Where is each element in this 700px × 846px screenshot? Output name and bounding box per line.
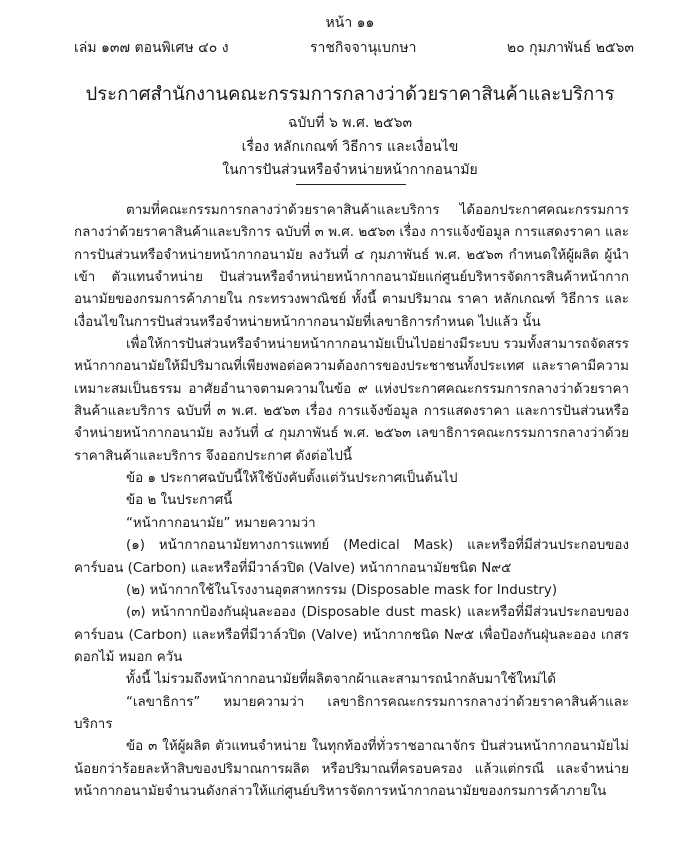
announcement-body (74, 200, 629, 803)
publication-date: ๒๐ กุมภาพันธ์ ๒๕๖๓ (506, 40, 634, 56)
issue-number: ฉบับที่ ๖ พ.ศ. ๒๕๖๓ (287, 115, 413, 131)
definition-item-1: (๑) หน้ากากอนามัยทางการแพทย์ (Medical Mask) และหรือที่มีส่วนประกอบของคาร์บอน (Carbon) และหรือที่มีวาล์วปิด (Valve) หน้ากากอนามัยชนิด N๙๕ (74, 538, 629, 576)
authority-paragraph: เพื่อให้การปันส่วนหรือจำหน่ายหน้ากากอนามัยเป็นไปอย่างมีระบบ รวมทั้งสามารถจัดสรรหน้ากากอนามัยให้มีปริมาณที่เพียงพอต่อความต้องการของประชาชนทั้งประเทศ และราคามีความเหมาะสมเป็นธรรม อาศัยอำนาจตามความในข้อ ๙ แห่งประกาศคณะกรรมการกลางว่าด้วยราคาสินค้าและบริการ ฉบับที่ ๓ พ.ศ. ๒๕๖๓ เรื่อง การแจ้งข้อมูล การแสดงราคา และการปันส่วนหรือจำหน่ายหน้ากากอนามัย ลงวันที่ ๔ กุมภาพันธ์ พ.ศ. ๒๕๖๓ เลขาธิการคณะกรรมการกลางว่าด้วยราคาสินค้าและบริการ จึงออกประกาศ ดังต่อไปนี้ (74, 337, 629, 464)
definition-mask: “หน้ากากอนามัย” หมายความว่า (126, 515, 316, 531)
page-number: หน้า ๑๑ (325, 15, 375, 31)
definition-item-3: (๓) หน้ากากป้องกันฝุ่นละออง (Disposable dust mask) และหรือที่มีส่วนประกอบของคาร์บอน (Carbon) และหรือที่มีวาล์วปิด (Valve) หน้ากากชนิด N๙๕ เพื่อป้องกันฝุ่นละออง เกสรดอกไม้ หมอก ควัน (74, 605, 629, 665)
preamble-paragraph: ตามที่คณะกรรมการกลางว่าด้วยราคาสินค้าและบริการ ได้ออกประกาศคณะกรรมการกลางว่าด้วยราคาสินค้าและบริการ ฉบับที่ ๓ พ.ศ. ๒๕๖๓ เรื่อง การแจ้งข้อมูล การแสดงราคา และการปันส่วนหรือจำหน่ายหน้ากากอนามัย ลงวันที่ ๔ กุมภาพันธ์ พ.ศ. ๒๕๖๓ กำหนดให้ผู้ผลิต ผู้นำเข้า ตัวแทนจำหน่าย ปันส่วนหรือจำหน่ายหน้ากากอนามัยแก่ศูนย์บริหารจัดการสินค้าหน้ากากอนามัยของกรมการค้าภายใน กระทรวงพาณิชย์ ทั้งนี้ ตามปริมาณ ราคา หลักเกณฑ์ วิธีการ และเงื่อนไขในการปันส่วนหรือจำหน่ายหน้ากากอนามัยที่เลขาธิการกำหนด ไปแล้ว นั้น (74, 203, 629, 330)
volume-info: เล่ม ๑๓๗ ตอนพิเศษ ๔๐ ง (74, 40, 229, 56)
definition-secretary: “เลขาธิการ” หมายความว่า เลขาธิการคณะกรรมการกลางว่าด้วยราคาสินค้าและบริการ (74, 694, 629, 732)
definition-item-2: (๒) หน้ากากใช้ในโรงงานอุตสาหกรรม (Disposable mask for Industry) (126, 582, 558, 598)
clause-2: ข้อ ๒ ในประกาศนี้ (126, 493, 233, 509)
exclusion-note: ทั้งนี้ ไม่รวมถึงหน้ากากอนามัยที่ผลิตจากผ้าและสามารถนำกลับมาใช้ใหม่ได้ (126, 672, 557, 688)
subject-line-2: ในการปันส่วนหรือจำหน่ายหน้ากากอนามัย (222, 162, 478, 178)
clause-1: ข้อ ๑ ประกาศฉบับนี้ให้ใช้บังคับตั้งแต่วันประกาศเป็นต้นไป (126, 471, 458, 487)
announcement-title: ประกาศสำนักงานคณะกรรมการกลางว่าด้วยราคาสินค้าและบริการ (85, 84, 615, 105)
clause-3: ข้อ ๓ ให้ผู้ผลิต ตัวแทนจำหน่าย ในทุกท้องที่ทั่วราชอาณาจักร ปันส่วนหน้ากากอนามัยไม่น้อยกว่าร้อยละห้าสิบของปริมาณการผลิต หรือปริมาณที่ครอบครอง แล้วแต่กรณี และจำหน่ายหน้ากากอนามัยจำนวนดังกล่าวให้แก่ศูนย์บริหารจัดการหน้ากากอนามัยของกรมการค้าภายใน (74, 739, 629, 799)
title-divider (296, 184, 406, 185)
subject-line: เรื่อง หลักเกณฑ์ วิธีการ และเงื่อนไข (241, 139, 459, 155)
gazette-name: ราชกิจจานุเบกษา (310, 40, 417, 56)
